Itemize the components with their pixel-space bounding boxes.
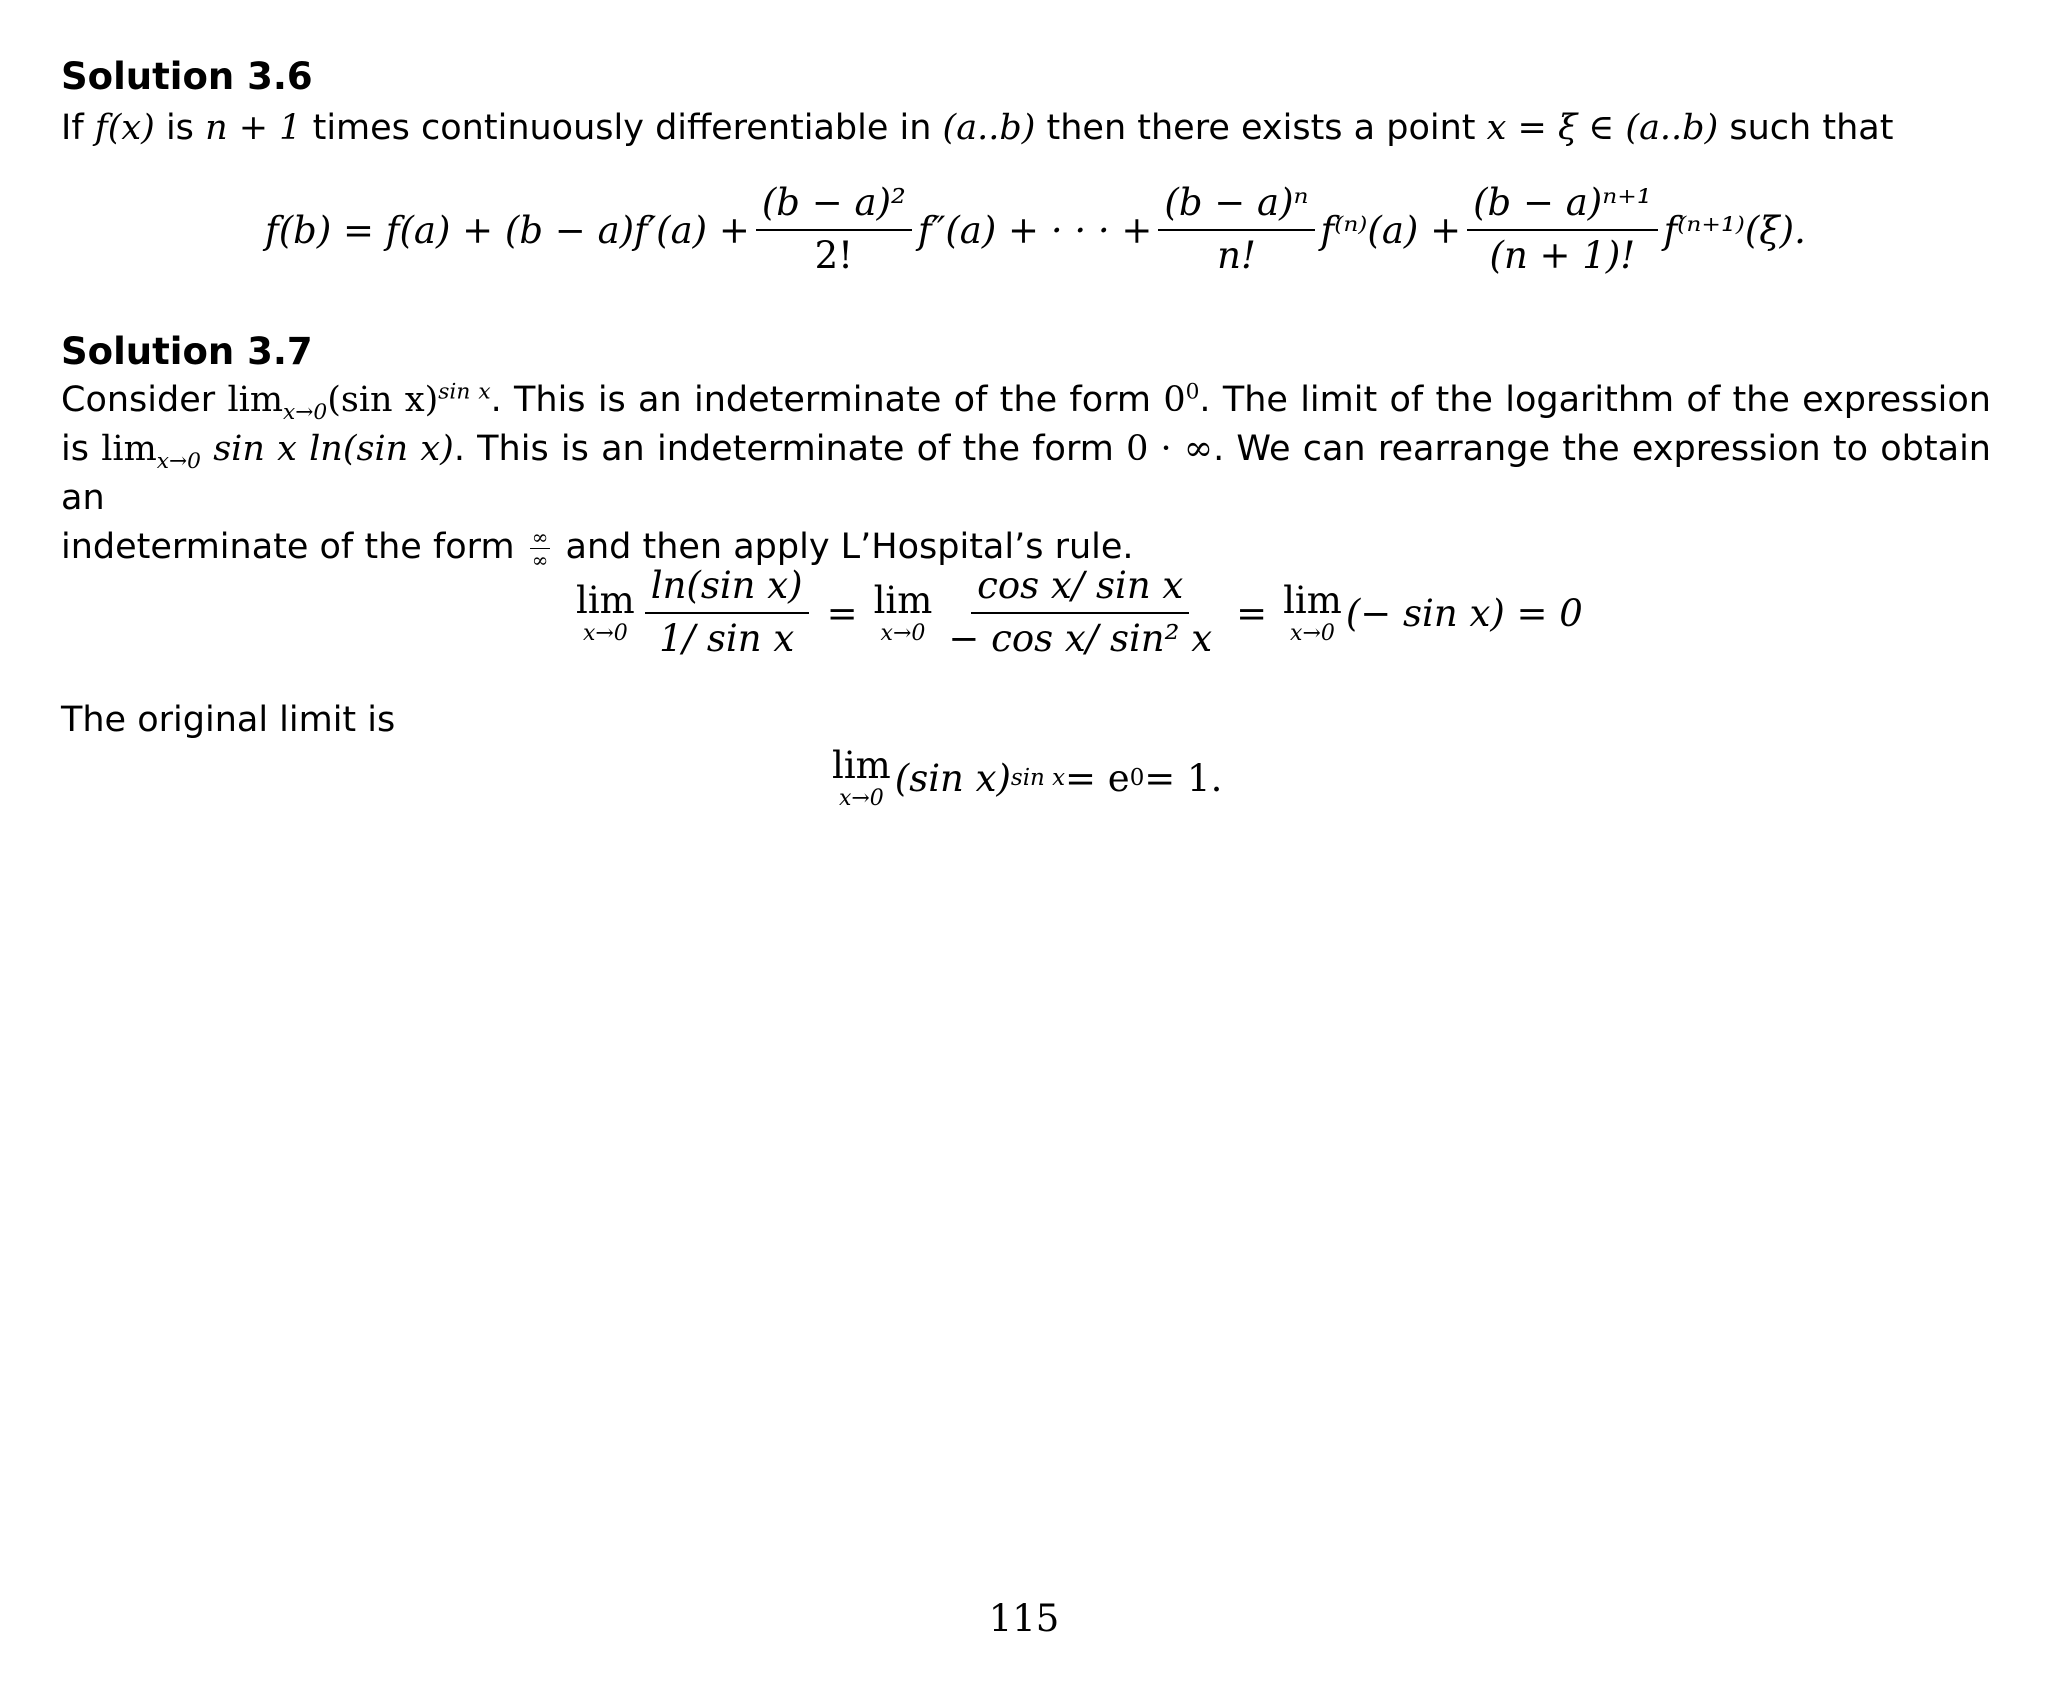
solution-3-7-heading: Solution 3.7	[61, 330, 313, 373]
original-limit-equation: lim x→0 (sin x) sin x = e 0 = 1.	[832, 743, 1223, 811]
original-limit-text: The original limit is	[61, 700, 396, 740]
taylor-frac-1: $\frac{\text{(b − a)²}}{2!}$	[756, 182, 912, 277]
solution-3-7-line-2: is $\lim_{x\to 0} \sin x$ ln(sin x). This is an indeterminate of the form 0 · ∞. We can rearrange the expression to obtain an	[61, 429, 1991, 518]
taylor-frac-2: $\frac{\text{(b − a)ⁿ}}{n!}$	[1158, 182, 1314, 277]
lhospital-frac-2: $\frac{\text{cos x/ sin x}}{\text{− cos x/ sin² x}}$	[948, 564, 1213, 660]
solution-3-7-text	[61, 376, 1991, 572]
inf-over-inf: $\frac{\infty}{\infty}$	[531, 524, 549, 572]
solution-3-6-heading: Solution 3.6	[61, 55, 313, 98]
solution-3-7-line-1: Consider $\lim_{x\to 0}(\sin$ x)$^{sin x}$. This is an indeterminate of the form $0^0$. The limit of the logarithm of the expression	[61, 379, 1991, 425]
solution-3-6-intro: If f(x) is n + 1 times continuously differentiable in (a..b) then there exists a point x = ξ ∈ (a..b) such that	[61, 108, 1894, 148]
page-number: 115	[988, 1597, 1060, 1640]
lhospital-frac-1: $\frac{\text{ln(sin x)}}{\text{1/ sin x}}$	[645, 565, 809, 660]
limit-operator: lim x→0	[873, 578, 933, 646]
solution-3-7-line-3: indeterminate of the form $\frac{\infty}{\infty}$ and then apply L’Hospital’s rule.	[61, 524, 1134, 572]
limit-operator: lim x→0	[832, 743, 891, 811]
limit-operator: lim x→0	[576, 578, 635, 646]
taylor-frac-3: $\frac{\text{(b − a)ⁿ⁺¹}}{(n + 1)!}$	[1467, 182, 1658, 277]
taylor-formula: f(b) = f(a) + (b − a)f′(a) + $\frac{\text{(b − a)²}}{2!}$ f″(a) + · · · + $\frac{\text{(b − a)ⁿ}}{n!}$ f⁽ⁿ⁾(a) + $\frac{\text{(b − a)ⁿ⁺¹}}{(n + 1)!}$ f⁽ⁿ⁺¹⁾(ξ).	[265, 181, 1806, 277]
lhospital-equation: lim x→0 $\frac{\text{ln(sin x)}}{\text{1/ sin x}}$ = lim x→0 $\frac{\text{cos x/ sin x}}{\text{− cos x/ sin² x}}$ = lim x→0 (− sin x) = 0	[576, 564, 1583, 660]
limit-operator: lim x→0	[1283, 578, 1342, 646]
